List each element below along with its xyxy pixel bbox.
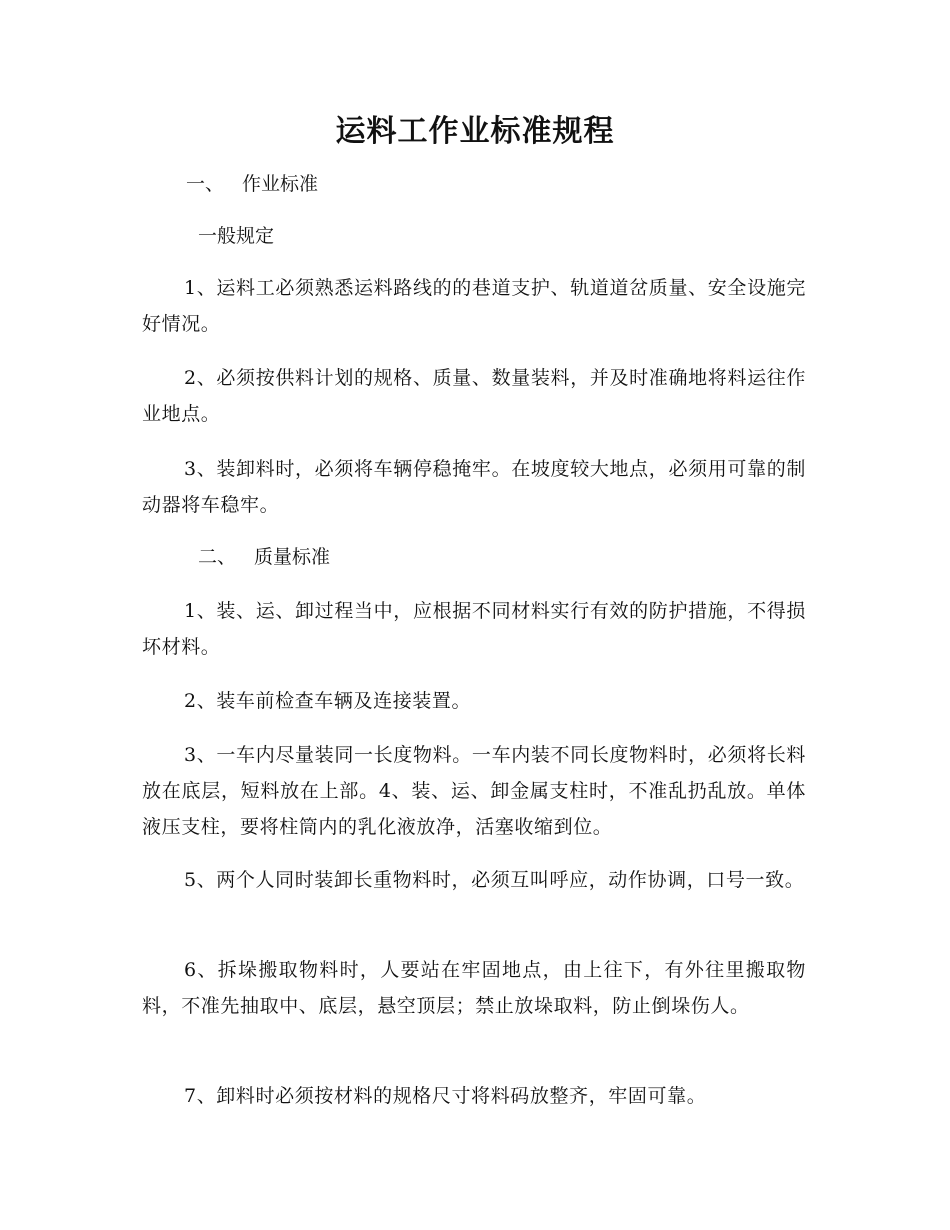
- subheading-general-rules: 一般规定: [198, 225, 275, 247]
- section-heading-2: [198, 543, 330, 571]
- paragraph-s2-item-5: 5、两个人同时装卸长重物料时，必须互叫呼应，动作协调，口号一致。: [184, 869, 805, 891]
- paragraph-s1-item-1: 1、运料工必须熟悉运料路线的的巷道支护、轨道道岔质量、安全设施完好情况。: [142, 277, 806, 335]
- paragraph-s2-item-6: 6、拆垛搬取物料时，人要站在牢固地点，由上往下，有外往里搬取物料，不准先抽取中、底层，悬空顶层；禁止放垛取料，防止倒垛伤人。: [142, 959, 806, 1017]
- paragraph-s1-item-3: 3、装卸料时，必须将车辆停稳掩牢。在坡度较大地点，必须用可靠的制动器将车稳牢。: [142, 458, 806, 516]
- paragraph-s2-item-7: 7、卸料时必须按材料的规格尺寸将料码放整齐，牢固可靠。: [184, 1085, 707, 1107]
- section-number-2: 二、: [198, 546, 237, 568]
- section-title-2: 质量标准: [254, 546, 331, 568]
- paragraph-s2-item-2: 2、装车前检查车辆及连接装置。: [184, 690, 472, 712]
- paragraph-s1-item-2: 2、必须按供料计划的规格、质量、数量装料，并及时准确地将料运往作业地点。: [142, 367, 806, 425]
- document-title: 运料工作业标准规程: [335, 114, 615, 149]
- paragraph-s2-item-1: 1、装、运、卸过程当中，应根据不同材料实行有效的防护措施，不得损坏材料。: [142, 600, 806, 658]
- paragraph-s2-item-3: 3、一车内尽量装同一长度物料。一车内装不同长度物料时，必须将长料放在底层，短料放在上部。4、装、运、卸金属支柱时，不准乱扔乱放。单体液压支柱，要将柱筒内的乳化液放净，活塞收缩到位。: [142, 744, 806, 838]
- section-title-1: 作业标准: [242, 173, 319, 195]
- section-heading-1: [186, 170, 318, 198]
- section-number-1: 一、: [186, 173, 225, 195]
